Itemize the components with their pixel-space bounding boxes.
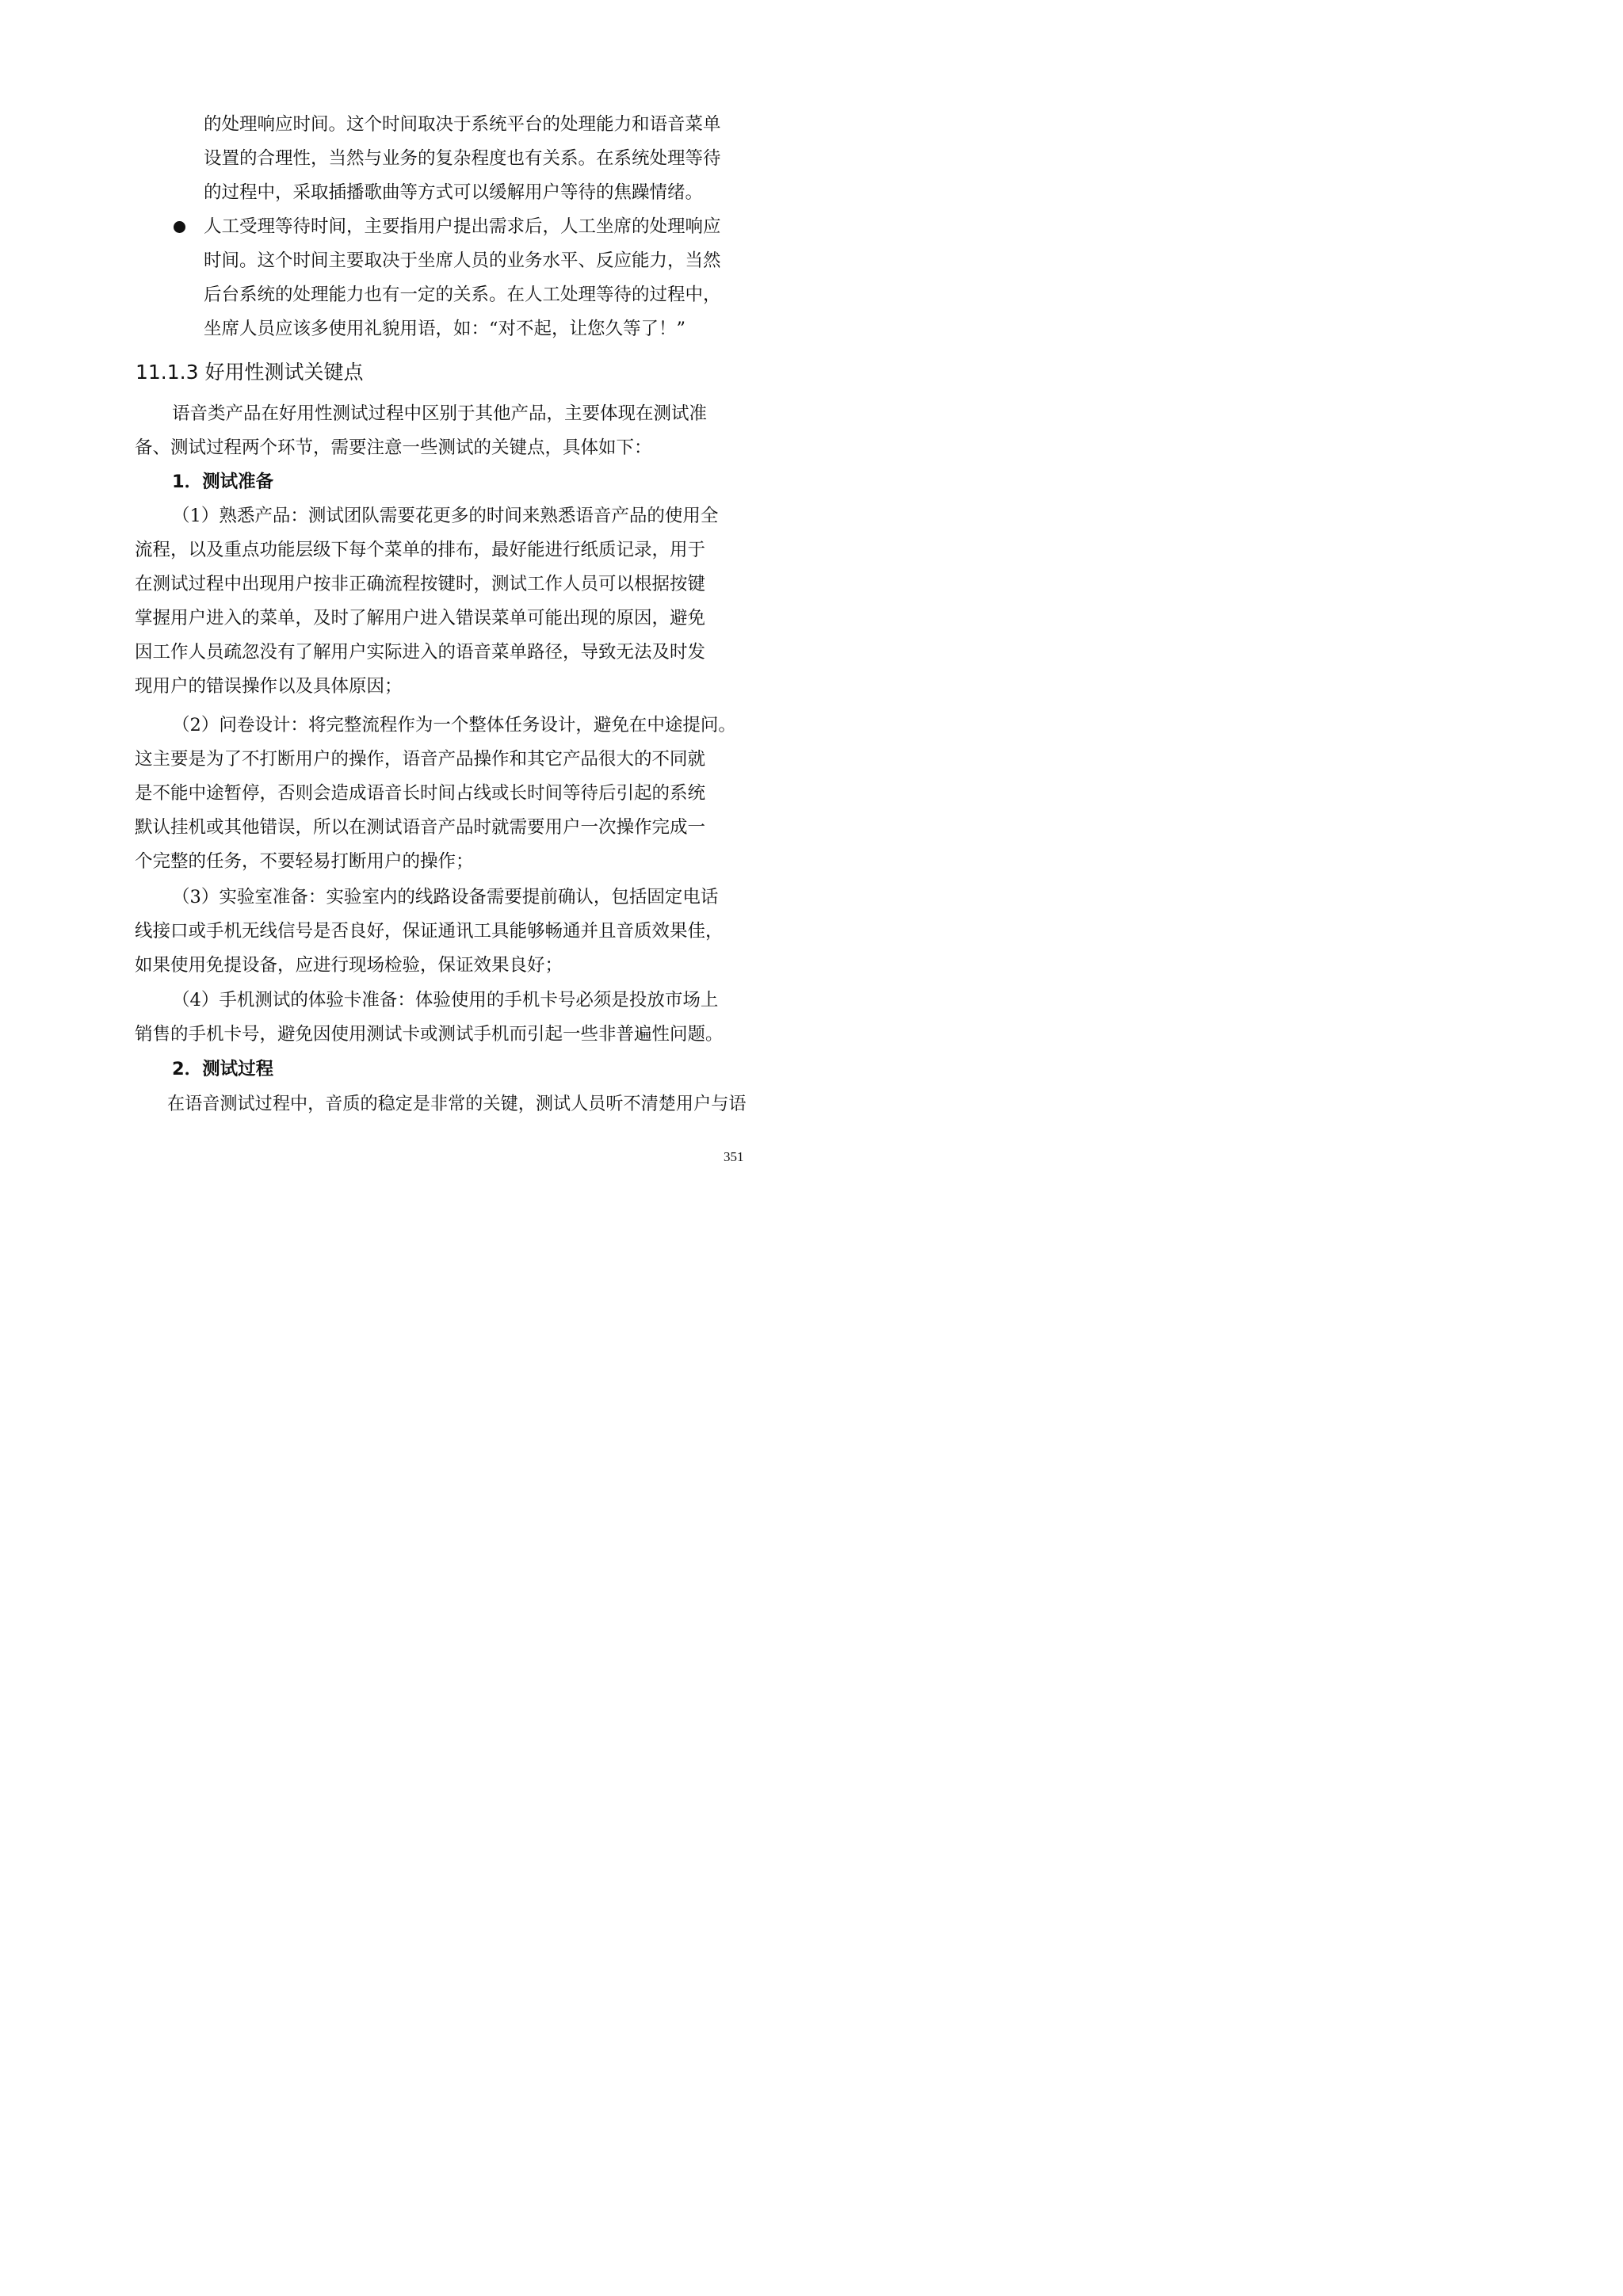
bullet-continuation-line: 的过程中，采取插播歌曲等方式可以缓解用户等待的焦躁情绪。 <box>204 182 704 203</box>
paragraph-line: （4）手机测试的体验卡准备：体验使用的手机卡号必须是投放市场上 <box>172 990 719 1010</box>
bullet-item-line: 坐席人员应该多使用礼貌用语，如：“对不起，让您久等了！” <box>204 319 686 339</box>
paragraph-line: 在语音测试过程中，音质的稳定是非常的关键，测试人员听不清楚用户与语 <box>167 1094 747 1114</box>
page-number: 351 <box>724 1149 744 1164</box>
paragraph-line: 流程，以及重点功能层级下每个菜单的排布，最好能进行纸质记录，用于 <box>135 540 706 560</box>
paragraph-line: 这主要是为了不打断用户的操作，语音产品操作和其它产品很大的不同就 <box>135 749 706 770</box>
subsection-title: 2．测试过程 <box>172 1059 274 1079</box>
paragraph-line: 如果使用免提设备，应进行现场检验，保证效果良好； <box>135 955 563 976</box>
intro-line: 备、测试过程两个环节，需要注意一些测试的关键点，具体如下： <box>135 437 652 458</box>
paragraph-line: 现用户的错误操作以及具体原因； <box>135 676 403 697</box>
intro-line: 语音类产品在好用性测试过程中区别于其他产品，主要体现在测试准 <box>172 403 708 424</box>
paragraph-line: 线接口或手机无线信号是否良好，保证通讯工具能够畅通并且音质效果佳， <box>135 921 724 942</box>
paragraph-line: 是不能中途暂停，否则会造成语音长时间占线或长时间等待后引起的系统 <box>135 783 706 804</box>
bullet-item-line: 后台系统的处理能力也有一定的关系。在人工处理等待的过程中， <box>204 285 721 305</box>
section-heading: 11.1.3 好用性测试关键点 <box>136 361 364 384</box>
paragraph-line: 在测试过程中出现用户按非正确流程按键时，测试工作人员可以根据按键 <box>135 574 706 594</box>
paragraph-line: 个完整的任务，不要轻易打断用户的操作； <box>135 851 474 872</box>
paragraph-line: 销售的手机卡号，避免因使用测试卡或测试手机而引起一些非普遍性问题。 <box>135 1024 724 1045</box>
paragraph-line: （2）问卷设计：将完整流程作为一个整体任务设计，避免在中途提问。 <box>172 715 736 735</box>
bullet-item-line: 人工受理等待时间，主要指用户提出需求后，人工坐席的处理响应 <box>204 216 721 237</box>
bullet-continuation-line: 的处理响应时间。这个时间取决于系统平台的处理能力和语音菜单 <box>204 114 721 135</box>
paragraph-line: （1）熟悉产品：测试团队需要花更多的时间来熟悉语音产品的使用全 <box>172 506 719 526</box>
bullet-dot-icon <box>174 221 185 233</box>
bullet-continuation-line: 设置的合理性，当然与业务的复杂程度也有关系。在系统处理等待 <box>204 148 721 169</box>
paragraph-line: 默认挂机或其他错误，所以在测试语音产品时就需要用户一次操作完成一 <box>135 817 706 838</box>
bullet-item-line: 时间。这个时间主要取决于坐席人员的业务水平、反应能力，当然 <box>204 250 721 271</box>
paragraph-line: 因工作人员疏忽没有了解用户实际进入的语音菜单路径，导致无法及时发 <box>135 642 706 663</box>
subsection-title: 1．测试准备 <box>172 472 274 492</box>
paragraph-line: （3）实验室准备：实验室内的线路设备需要提前确认，包括固定电话 <box>172 887 719 907</box>
paragraph-line: 掌握用户进入的菜单，及时了解用户进入错误菜单可能出现的原因，避免 <box>135 608 706 628</box>
